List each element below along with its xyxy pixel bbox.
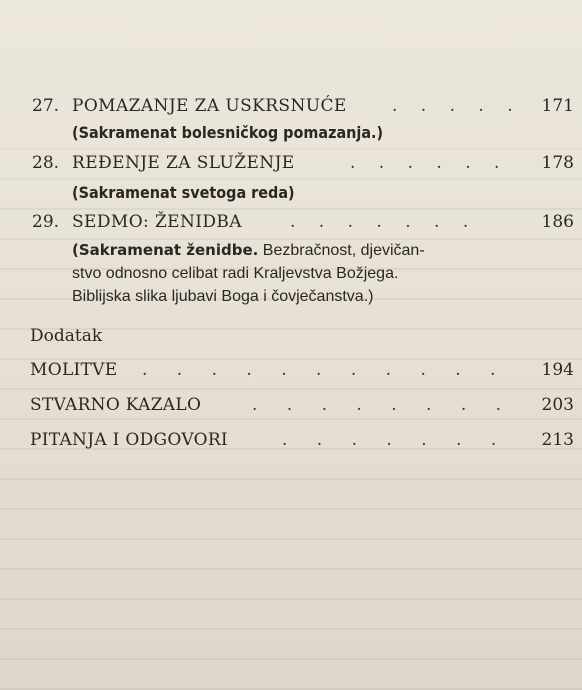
toc-entry-row [0, 153, 582, 179]
toc-entry-29 [0, 212, 582, 305]
entry-description [72, 239, 562, 308]
leader-dots: . . . . . . . . . . . [142, 360, 508, 380]
appendix-heading: Dodatak [30, 326, 103, 346]
appendix-item-title: MOLITVE [30, 360, 118, 380]
toc-entry-27 [0, 96, 582, 142]
toc-entry-28 [0, 153, 582, 202]
entry-title: POMAZANJE ZA USKRSNUĆE [72, 96, 347, 116]
entry-number: 27. [32, 96, 60, 116]
description-bold: (Sakramenat ženidbe. [72, 241, 259, 259]
entry-title: REĐENJE ZA SLUŽENJE [72, 153, 295, 173]
appendix-item-title: PITANJA I ODGOVORI [30, 430, 228, 450]
toc-entry-row [0, 212, 582, 238]
description-line [72, 239, 562, 262]
toc-entry-row [0, 96, 582, 122]
appendix-item-page: 194 [541, 360, 574, 380]
appendix-item [30, 360, 574, 386]
entry-page-number: 186 [541, 212, 574, 232]
appendix-item [30, 430, 574, 456]
description-line: Biblijska slika ljubavi Boga i čovječanstva.) [72, 288, 374, 305]
description-line: stvo odnosno celibat radi Kraljevstva Božjega. [72, 265, 399, 282]
description-text: Bezbračnost, djevičan- [258, 242, 425, 259]
appendix-item-page: 213 [541, 430, 574, 450]
entry-subtitle: (Sakramenat svetoga reda) [72, 183, 295, 202]
leader-dots: . . . . . . . [282, 430, 509, 450]
appendix-item-page: 203 [541, 395, 574, 415]
entry-page-number: 171 [541, 96, 574, 116]
leader-dots: . . . . . [392, 96, 522, 116]
leader-dots: . . . . . . . . [252, 395, 514, 415]
entry-number: 29. [32, 212, 60, 232]
entry-subtitle: (Sakramenat bolesničkog pomazanja.) [72, 123, 384, 142]
appendix-item [30, 395, 574, 421]
entry-page-number: 178 [541, 153, 574, 173]
leader-dots: . . . . . . [350, 153, 509, 173]
leader-dots: . . . . . . . [290, 212, 478, 232]
appendix-item-title: STVARNO KAZALO [30, 395, 202, 415]
entry-number: 28. [32, 153, 60, 173]
entry-title: SEDMO: ŽENIDBA [72, 212, 242, 232]
